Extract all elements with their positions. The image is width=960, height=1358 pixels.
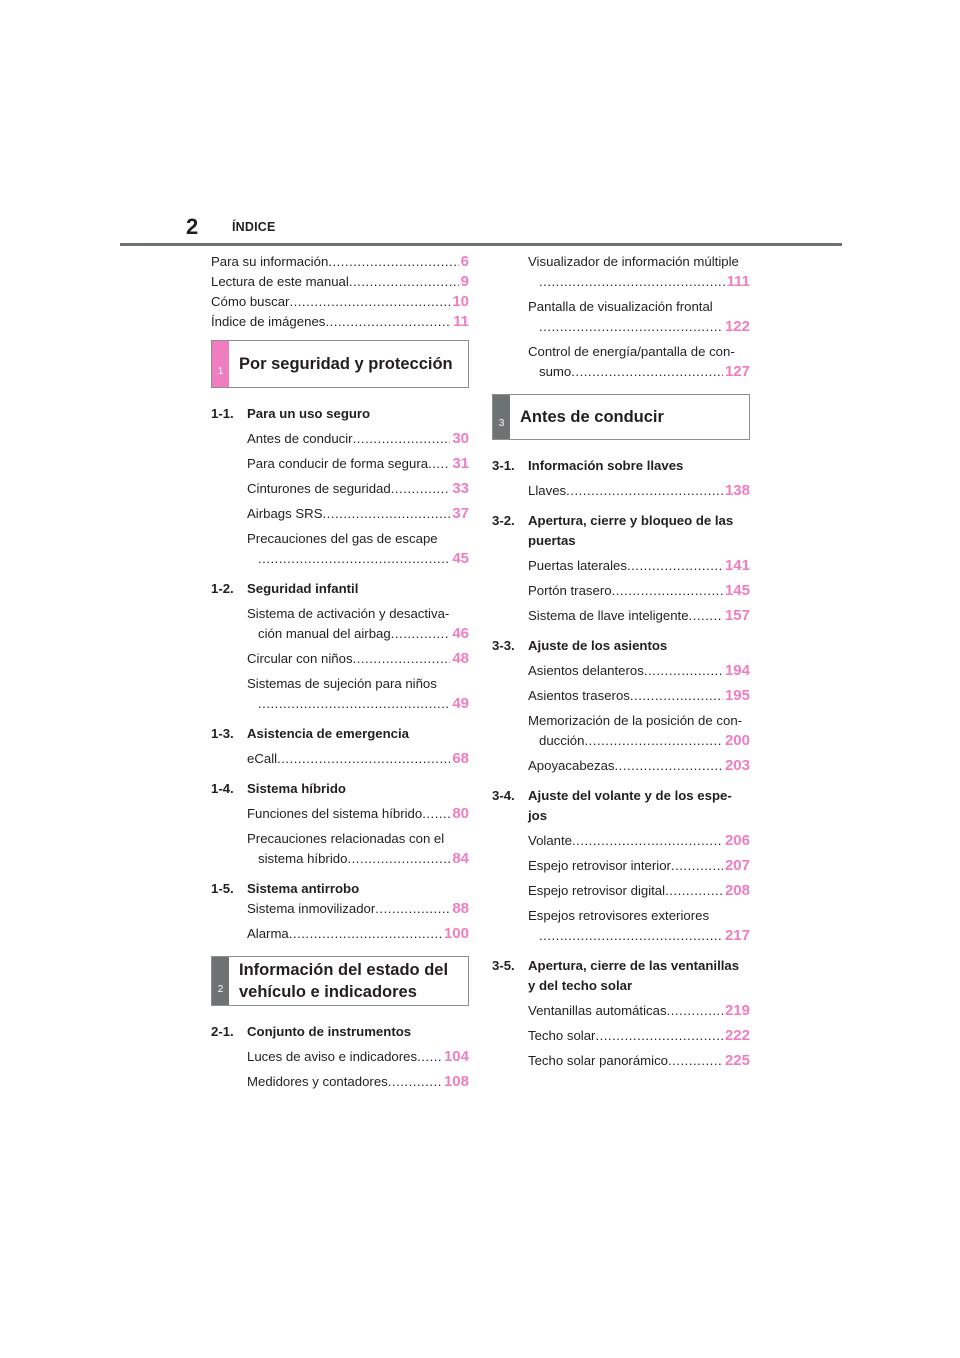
page-ref[interactable]: 37 <box>452 505 469 522</box>
page-number: 2 <box>186 214 199 239</box>
toc-entry[interactable]: Ventanillas automáticas ..... 219 <box>528 1001 750 1021</box>
page-ref[interactable]: 141 <box>724 557 750 574</box>
page-ref[interactable]: 68 <box>452 750 469 767</box>
page-ref[interactable]: 11 <box>453 313 469 330</box>
toc-entry[interactable]: Apoyacabezas ..... 203 <box>528 756 750 776</box>
subsection-heading: 1-2. Seguridad infantil <box>211 581 359 596</box>
toc-group-3-5: 3-5. Apertura, cierre de las ventanillas y del techo solar Ventanillas automáticas ..... 219 Techo solar ..... 222 Techo solar panorámico ..... 225 <box>492 956 750 1071</box>
toc-entry[interactable]: Techo solar panorámico ..... 225 <box>528 1051 750 1071</box>
section-title: Antes de conducir <box>520 408 664 426</box>
page-ref[interactable]: 49 <box>452 695 469 712</box>
subsection-heading: 1-3. Asistencia de emergencia <box>211 726 409 741</box>
page-ref[interactable]: 88 <box>452 900 469 917</box>
section-tab: 1 <box>212 341 229 387</box>
page-ref[interactable]: 206 <box>724 832 750 849</box>
header-divider <box>120 243 842 246</box>
section-title: Por seguridad y protección <box>239 355 453 373</box>
page-ref[interactable]: 203 <box>724 757 750 774</box>
page-ref[interactable]: 157 <box>724 607 750 624</box>
toc-entry[interactable]: Precauciones relacionadas con el sistema híbrido ..... 84 <box>247 829 469 869</box>
toc-entry[interactable]: Alarma ..... 100 <box>247 924 469 944</box>
toc-group-1-4 <box>211 779 469 869</box>
page-ref[interactable]: 48 <box>452 650 469 667</box>
toc-entry[interactable]: Sistema de llave inteligente ..... 157 <box>528 606 750 626</box>
toc-entry[interactable]: Puertas laterales ..... 141 <box>528 556 750 576</box>
toc-entry[interactable]: eCall ..... 68 <box>247 749 469 769</box>
page-ref[interactable]: 30 <box>452 430 469 447</box>
subsection-heading: 1-1. Para un uso seguro <box>211 406 371 421</box>
toc-group-3-2: 3-2. Apertura, cierre y bloqueo de las puertas Puertas laterales ..... 141 Portón trasero ..... 145 Sistema de llave inteligente ..... 157 <box>492 511 750 626</box>
subsection-heading: 3-4. Ajuste del volante y de los espe- <box>492 788 732 803</box>
section-box-3 <box>492 394 750 440</box>
subsection-heading: 2-1. Conjunto de instrumentos <box>211 1024 412 1039</box>
page-ref[interactable]: 194 <box>724 662 750 679</box>
page-ref[interactable]: 127 <box>724 363 750 380</box>
page-ref[interactable]: 10 <box>452 293 469 310</box>
toc-group-3-1 <box>492 456 750 501</box>
toc-entry[interactable]: Asientos delanteros ..... 194 <box>528 661 750 681</box>
toc-entry[interactable]: Sistema de activación y desactiva- ción manual del airbag ..... 46 <box>247 604 469 644</box>
page-ref[interactable]: 208 <box>724 882 750 899</box>
page-ref[interactable]: 31 <box>452 455 469 472</box>
subsection-heading: 1-5. Sistema antirrobo <box>211 881 360 896</box>
page-ref[interactable]: 9 <box>460 273 469 290</box>
toc-entry[interactable]: Medidores y contadores ..... 108 <box>247 1072 469 1092</box>
toc-entry[interactable]: Antes de conducir ..... 30 <box>247 429 469 449</box>
section-tab: 2 <box>212 957 229 1005</box>
section-tab: 3 <box>493 395 510 439</box>
toc-group-1-1 <box>211 404 469 569</box>
toc-entry[interactable]: Techo solar ..... 222 <box>528 1026 750 1046</box>
left-column <box>211 252 469 1092</box>
toc-entry[interactable]: Espejo retrovisor interior ..... 207 <box>528 856 750 876</box>
toc-entry[interactable]: Para conducir de forma segura ..... 31 <box>247 454 469 474</box>
toc-entry[interactable]: Lectura de este manual ..... 9 <box>211 272 469 292</box>
page-ref[interactable]: 122 <box>724 318 750 335</box>
toc-entry[interactable]: Funciones del sistema híbrido ..... 80 <box>247 804 469 824</box>
subsection-heading: 3-2. Apertura, cierre y bloqueo de las <box>492 513 734 528</box>
toc-group-1-3 <box>211 724 469 769</box>
toc-entry[interactable]: Cómo buscar ..... 10 <box>211 292 469 312</box>
subsection-heading: 3-1. Información sobre llaves <box>492 458 684 473</box>
toc-entry[interactable]: Volante ..... 206 <box>528 831 750 851</box>
subsection-heading: 3-3. Ajuste de los asientos <box>492 638 668 653</box>
page-ref[interactable]: 217 <box>724 927 750 944</box>
toc-entry[interactable]: Asientos traseros ..... 195 <box>528 686 750 706</box>
toc-entry[interactable]: Sistema inmovilizador ..... 88 <box>247 899 469 919</box>
toc-entry[interactable]: Índice de imágenes ..... 11 <box>211 312 469 332</box>
toc-group-2-1 <box>211 1022 469 1092</box>
toc-entry[interactable]: Espejo retrovisor digital ..... 208 <box>528 881 750 901</box>
page-ref[interactable]: 145 <box>724 582 750 599</box>
page-ref[interactable]: 200 <box>724 732 750 749</box>
subsection-heading: 3-5. Apertura, cierre de las ventanillas <box>492 958 740 973</box>
page-ref[interactable]: 100 <box>443 925 469 942</box>
toc-entry[interactable]: Circular con niños ..... 48 <box>247 649 469 669</box>
toc-entry[interactable]: Llaves ..... 138 <box>528 481 750 501</box>
page-ref[interactable]: 225 <box>724 1052 750 1069</box>
toc-entry[interactable]: Espejos retrovisores exteriores ..... 217 <box>528 906 750 946</box>
toc-entry[interactable]: Airbags SRS ..... 37 <box>247 504 469 524</box>
toc-entry[interactable]: Portón trasero ..... 145 <box>528 581 750 601</box>
toc-entry[interactable]: Visualizador de información múltiple ..... 111 <box>528 252 750 292</box>
page-ref[interactable]: 84 <box>452 850 469 867</box>
page-ref[interactable]: 108 <box>443 1073 469 1090</box>
section-box-1 <box>211 340 469 388</box>
page-ref[interactable]: 219 <box>724 1002 750 1019</box>
page-ref[interactable]: 33 <box>452 480 469 497</box>
toc-entry[interactable]: Precauciones del gas de escape ..... 45 <box>247 529 469 569</box>
section-box-2 <box>211 956 469 1006</box>
toc-group-3-3 <box>492 636 750 776</box>
page-ref[interactable]: 138 <box>724 482 750 499</box>
page-title: ÍNDICE <box>232 220 276 234</box>
toc-entry[interactable]: Sistemas de sujeción para niños ..... 49 <box>247 674 469 714</box>
page-ref[interactable]: 111 <box>726 273 750 290</box>
page-ref[interactable]: 104 <box>443 1048 469 1065</box>
section-title: Información del estado del vehículo e indicadores <box>239 961 449 1001</box>
page-ref[interactable]: 6 <box>460 253 469 270</box>
toc-entry[interactable]: Cinturones de seguridad ..... 33 <box>247 479 469 499</box>
page-ref[interactable]: 207 <box>724 857 750 874</box>
toc-group-1-2 <box>211 579 469 714</box>
page-ref[interactable]: 80 <box>452 805 469 822</box>
toc-entry[interactable]: Luces de aviso e indicadores ..... 104 <box>247 1047 469 1067</box>
toc-group-1-5 <box>211 879 469 944</box>
right-column <box>492 252 750 1071</box>
page-ref[interactable]: 45 <box>452 550 469 567</box>
toc-entry[interactable]: Control de energía/pantalla de con- sumo ..... 127 <box>528 342 750 382</box>
toc-entry[interactable]: Para su información ..... 6 <box>211 252 469 272</box>
page-ref[interactable]: 222 <box>724 1027 750 1044</box>
page-ref[interactable]: 46 <box>452 625 469 642</box>
subsection-heading: 1-4. Sistema híbrido <box>211 781 346 796</box>
toc-entry[interactable]: Pantalla de visualización frontal ..... 122 <box>528 297 750 337</box>
toc-entry[interactable]: Memorización de la posición de con- ducción ..... 200 <box>528 711 750 751</box>
page-ref[interactable]: 195 <box>724 687 750 704</box>
toc-group-3-4: 3-4. Ajuste del volante y de los espe- jos Volante ..... 206 Espejo retrovisor interior ..... 207 Espejo retrovisor digital ..... 208 Espejos retrovisores exteriores ..... 217 <box>492 786 750 946</box>
